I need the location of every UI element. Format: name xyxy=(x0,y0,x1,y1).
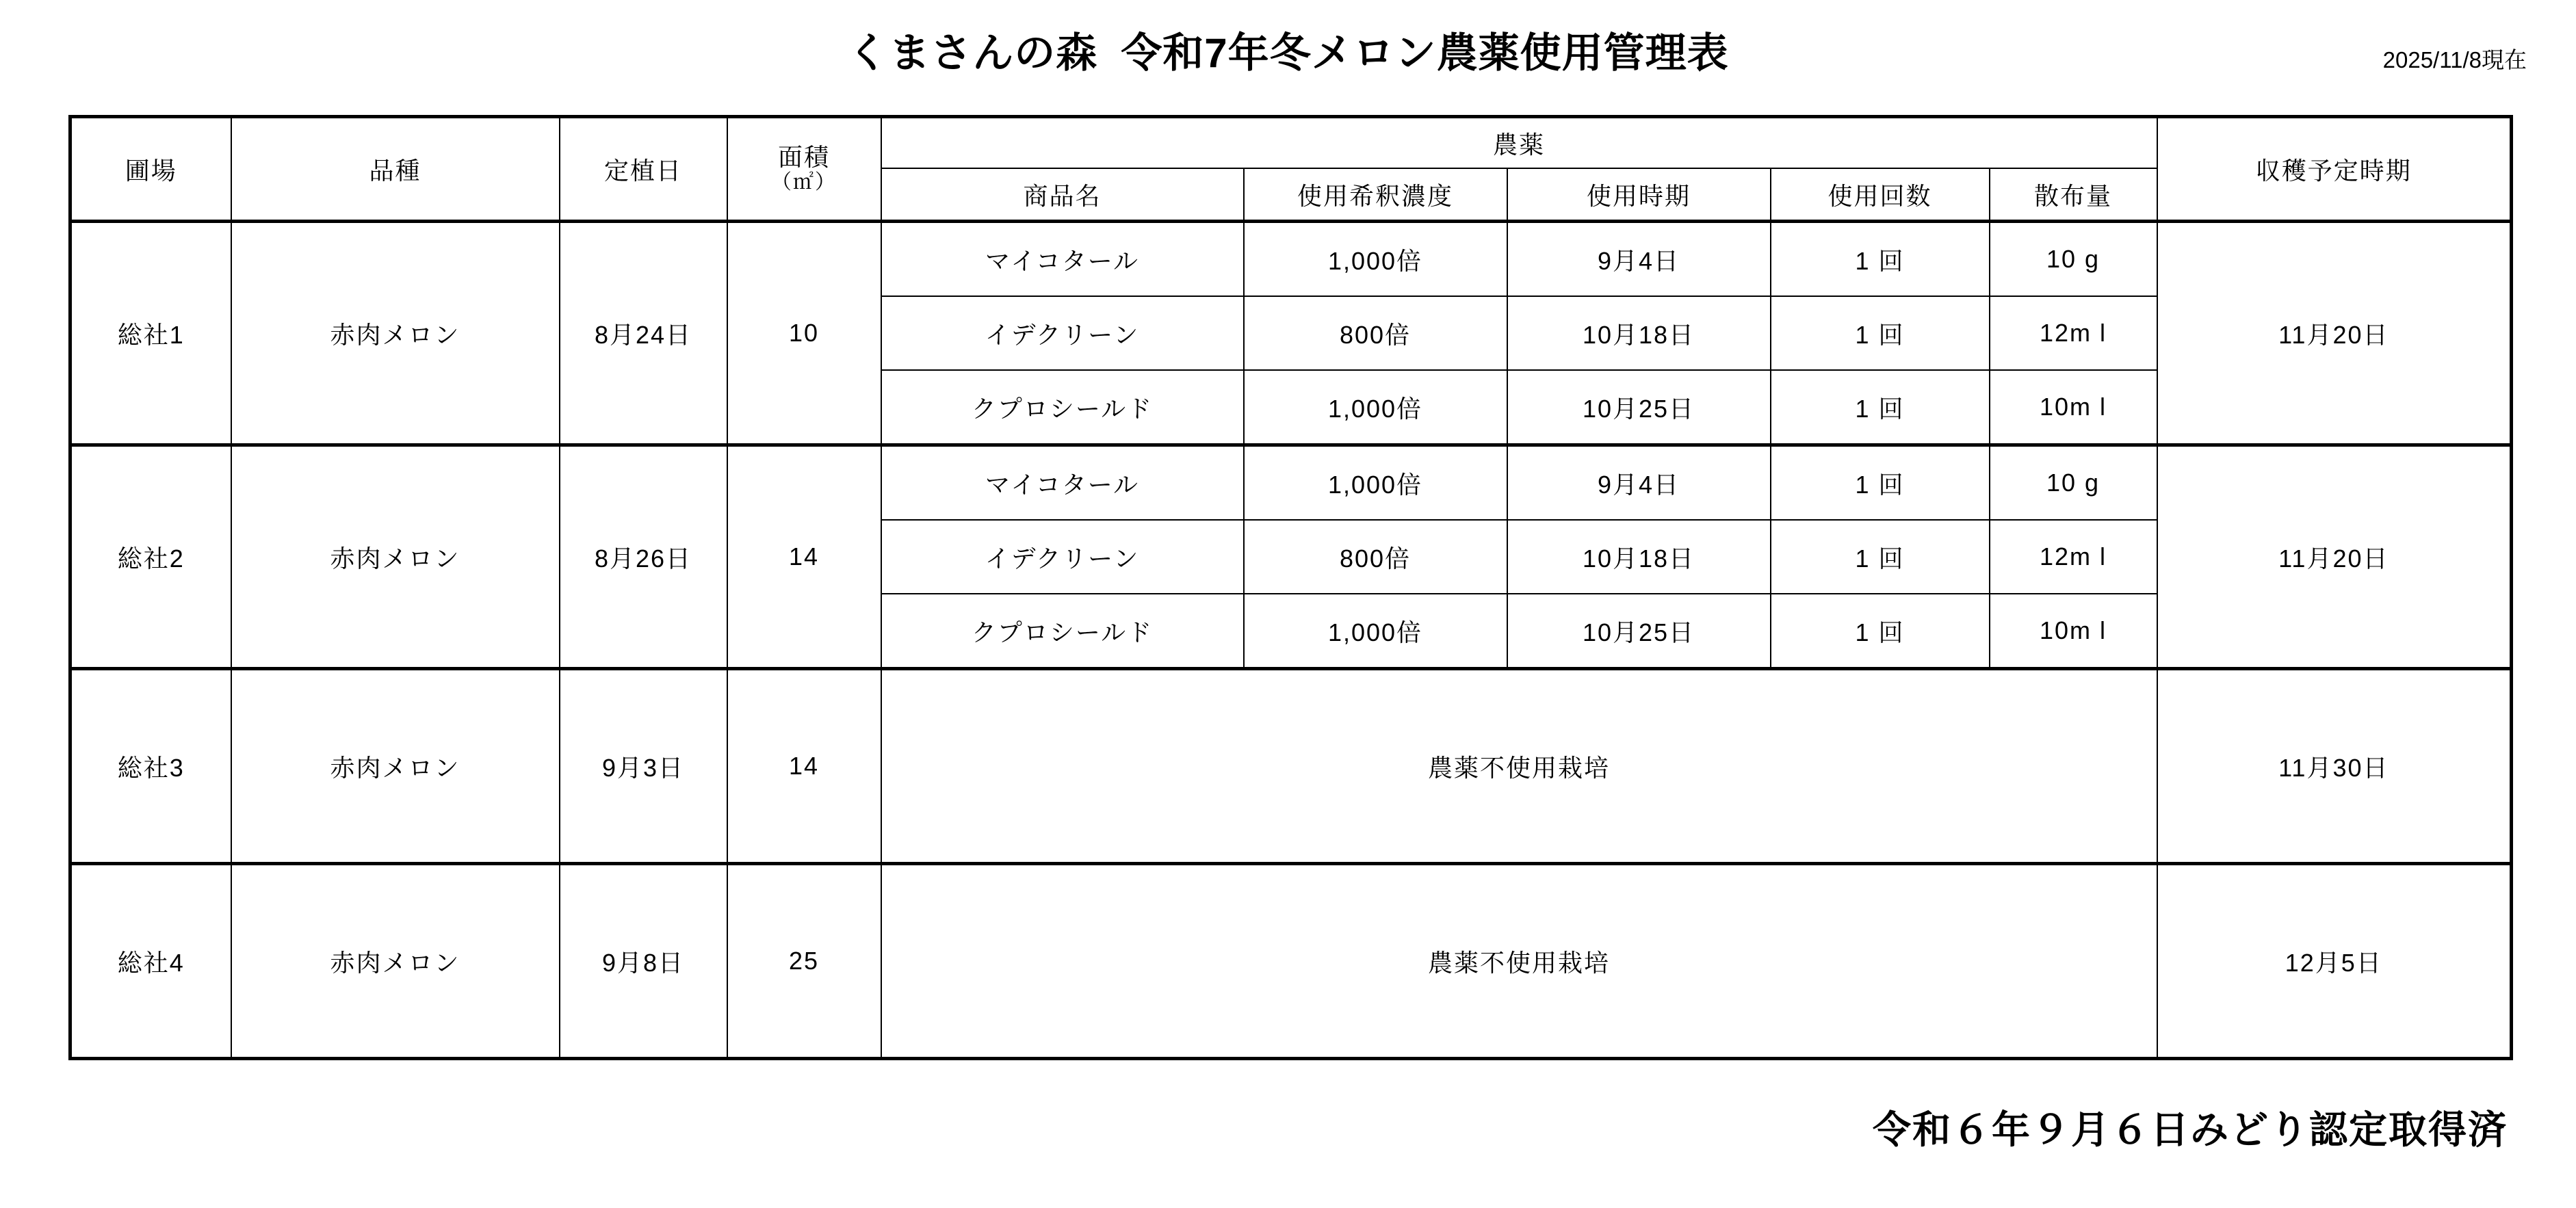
col-header-spray-amount: 散布量 xyxy=(1990,168,2157,222)
cell-use-period: 10月18日 xyxy=(1507,520,1771,594)
cell-planting-date: 8月24日 xyxy=(560,222,727,445)
col-header-area-unit: （㎡） xyxy=(771,171,837,194)
cell-area: 25 xyxy=(727,864,881,1059)
col-header-planting-date: 定植日 xyxy=(560,117,727,222)
col-header-dilution: 使用希釈濃度 xyxy=(1244,168,1507,222)
pesticide-usage-table xyxy=(68,115,2513,1060)
cell-area: 14 xyxy=(727,445,881,669)
cell-field: 総社4 xyxy=(70,864,231,1059)
cell-use-count: 1 回 xyxy=(1771,520,1990,594)
cell-spray-amount: 10m l xyxy=(1990,594,2157,669)
cell-dilution: 800倍 xyxy=(1244,296,1507,370)
cell-harvest-period: 11月20日 xyxy=(2157,445,2512,669)
cell-product-name: イデクリーン xyxy=(881,296,1244,370)
table-row xyxy=(70,222,2512,297)
table-head xyxy=(70,117,2512,222)
col-header-area-label: 面積 xyxy=(777,143,830,172)
cell-variety: 赤肉メロン xyxy=(231,669,560,864)
cell-dilution: 800倍 xyxy=(1244,520,1507,594)
table-row xyxy=(70,864,2512,1059)
col-header-use-count: 使用回数 xyxy=(1771,168,1990,222)
cell-area: 10 xyxy=(727,222,881,445)
cell-planting-date: 8月26日 xyxy=(560,445,727,669)
table-row xyxy=(70,445,2512,521)
cell-variety: 赤肉メロン xyxy=(231,445,560,669)
cell-dilution: 1,000倍 xyxy=(1244,594,1507,669)
cell-planting-date: 9月8日 xyxy=(560,864,727,1059)
cell-field: 総社2 xyxy=(70,445,231,669)
col-header-product-name: 商品名 xyxy=(881,168,1244,222)
pesticide-usage-table-wrapper xyxy=(68,115,2510,1060)
cell-product-name: マイコタール xyxy=(881,222,1244,297)
table-header-row-1 xyxy=(70,117,2512,169)
document-header xyxy=(0,0,2576,96)
title-main: 令和7年冬メロン農薬使用管理表 xyxy=(1121,30,1729,76)
cell-use-period: 10月25日 xyxy=(1507,370,1771,445)
cell-spray-amount: 12m l xyxy=(1990,520,2157,594)
cell-field: 総社3 xyxy=(70,669,231,864)
col-header-area xyxy=(727,117,881,222)
cell-use-period: 9月4日 xyxy=(1507,222,1771,297)
cell-area: 14 xyxy=(727,669,881,864)
cell-variety: 赤肉メロン xyxy=(231,864,560,1059)
cell-harvest-period: 11月20日 xyxy=(2157,222,2512,445)
cell-spray-amount: 10 g xyxy=(1990,222,2157,297)
cell-dilution: 1,000倍 xyxy=(1244,445,1507,521)
col-header-pesticide-group: 農薬 xyxy=(881,117,2157,169)
cell-use-period: 9月4日 xyxy=(1507,445,1771,521)
cell-spray-amount: 10 g xyxy=(1990,445,2157,521)
page-title xyxy=(0,21,2576,79)
cell-dilution: 1,000倍 xyxy=(1244,222,1507,297)
cell-product-name: マイコタール xyxy=(881,445,1244,521)
cell-product-name: クプロシールド xyxy=(881,594,1244,669)
cell-planting-date: 9月3日 xyxy=(560,669,727,864)
cell-use-period: 10月25日 xyxy=(1507,594,1771,669)
col-header-variety: 品種 xyxy=(231,117,560,222)
col-header-harvest-period: 収穫予定時期 xyxy=(2157,117,2512,222)
cell-variety: 赤肉メロン xyxy=(231,222,560,445)
cell-harvest-period: 11月30日 xyxy=(2157,669,2512,864)
cell-use-count: 1 回 xyxy=(1771,445,1990,521)
cell-spray-amount: 12m l xyxy=(1990,296,2157,370)
cell-product-name: クプロシールド xyxy=(881,370,1244,445)
title-farm-name: くまさんの森 xyxy=(847,30,1098,76)
cell-harvest-period: 12月5日 xyxy=(2157,864,2512,1059)
cell-use-count: 1 回 xyxy=(1771,594,1990,669)
col-header-field: 圃場 xyxy=(70,117,231,222)
table-row xyxy=(70,669,2512,864)
col-header-use-period: 使用時期 xyxy=(1507,168,1771,222)
cell-no-pesticide-note: 農薬不使用栽培 xyxy=(881,864,2157,1059)
as-of-date: 2025/11/8現在 xyxy=(2382,47,2527,73)
cell-use-count: 1 回 xyxy=(1771,296,1990,370)
cell-no-pesticide-note: 農薬不使用栽培 xyxy=(881,669,2157,864)
cell-use-count: 1 回 xyxy=(1771,370,1990,445)
cell-spray-amount: 10m l xyxy=(1990,370,2157,445)
cell-field: 総社1 xyxy=(70,222,231,445)
cell-use-count: 1 回 xyxy=(1771,222,1990,297)
cell-dilution: 1,000倍 xyxy=(1244,370,1507,445)
table-body xyxy=(70,222,2512,1059)
cell-product-name: イデクリーン xyxy=(881,520,1244,594)
cell-use-period: 10月18日 xyxy=(1507,296,1771,370)
certification-note: 令和６年９月６日みどり認定取得済 xyxy=(1873,1108,2508,1151)
